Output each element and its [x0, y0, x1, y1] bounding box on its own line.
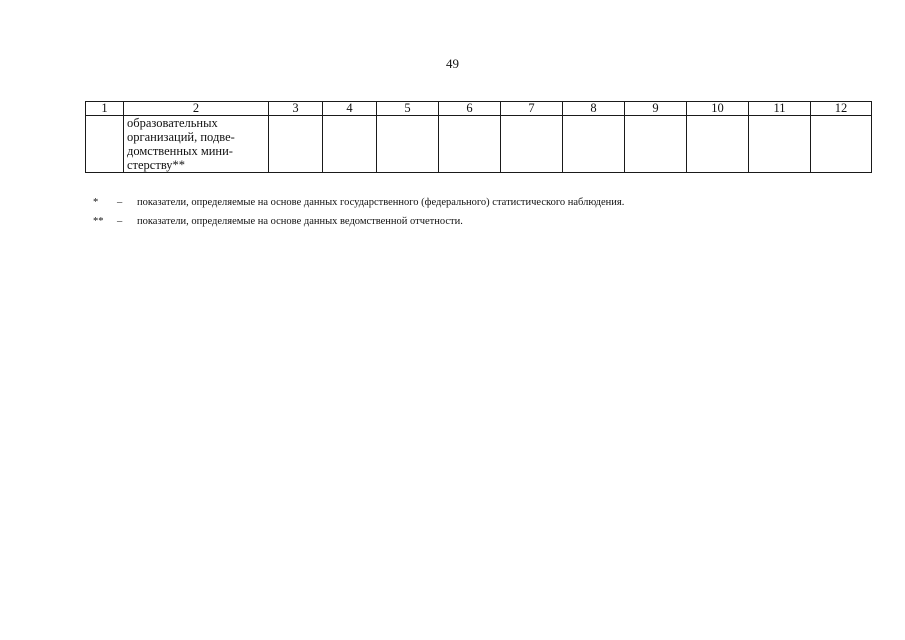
column-header: 2	[124, 102, 269, 116]
table-cell	[625, 116, 687, 173]
table-cell	[563, 116, 625, 173]
indicator-line: стерству**	[127, 158, 186, 172]
column-header: 7	[501, 102, 563, 116]
indicator-line: домственных мини-	[127, 144, 233, 158]
column-header: 12	[811, 102, 872, 116]
table-cell	[86, 116, 124, 173]
column-header: 11	[749, 102, 811, 116]
table-cell	[323, 116, 377, 173]
footnote	[93, 196, 853, 209]
column-header: 5	[377, 102, 439, 116]
table-cell	[439, 116, 501, 173]
footnote-text: показатели, определяемые на основе данных государственного (федерального) статистического наблюдения.	[137, 197, 625, 208]
footnotes	[93, 196, 853, 234]
table-cell	[749, 116, 811, 173]
column-header: 4	[323, 102, 377, 116]
footnote-dash: –	[117, 216, 123, 227]
table-cell	[501, 116, 563, 173]
footnote-dash: –	[117, 197, 123, 208]
column-header: 9	[625, 102, 687, 116]
table-cell	[269, 116, 323, 173]
footnote-text: показатели, определяемые на основе данных ведомственной отчетности.	[137, 216, 463, 227]
table-cell-indicator-name	[124, 116, 269, 173]
table-cell	[811, 116, 872, 173]
table-cell	[377, 116, 439, 173]
indicator-line: организаций, подве-	[127, 130, 235, 144]
indicator-line: образовательных	[127, 116, 218, 130]
footnote-mark: *	[93, 197, 99, 208]
footnote-mark: **	[93, 216, 104, 227]
data-table	[85, 101, 872, 173]
page-number: 49	[446, 56, 459, 71]
footnote	[93, 215, 853, 228]
table-header-row	[86, 102, 872, 116]
column-header: 6	[439, 102, 501, 116]
table-row	[86, 116, 872, 173]
column-header: 8	[563, 102, 625, 116]
column-header: 1	[86, 102, 124, 116]
column-header: 10	[687, 102, 749, 116]
table-cell	[687, 116, 749, 173]
column-header: 3	[269, 102, 323, 116]
